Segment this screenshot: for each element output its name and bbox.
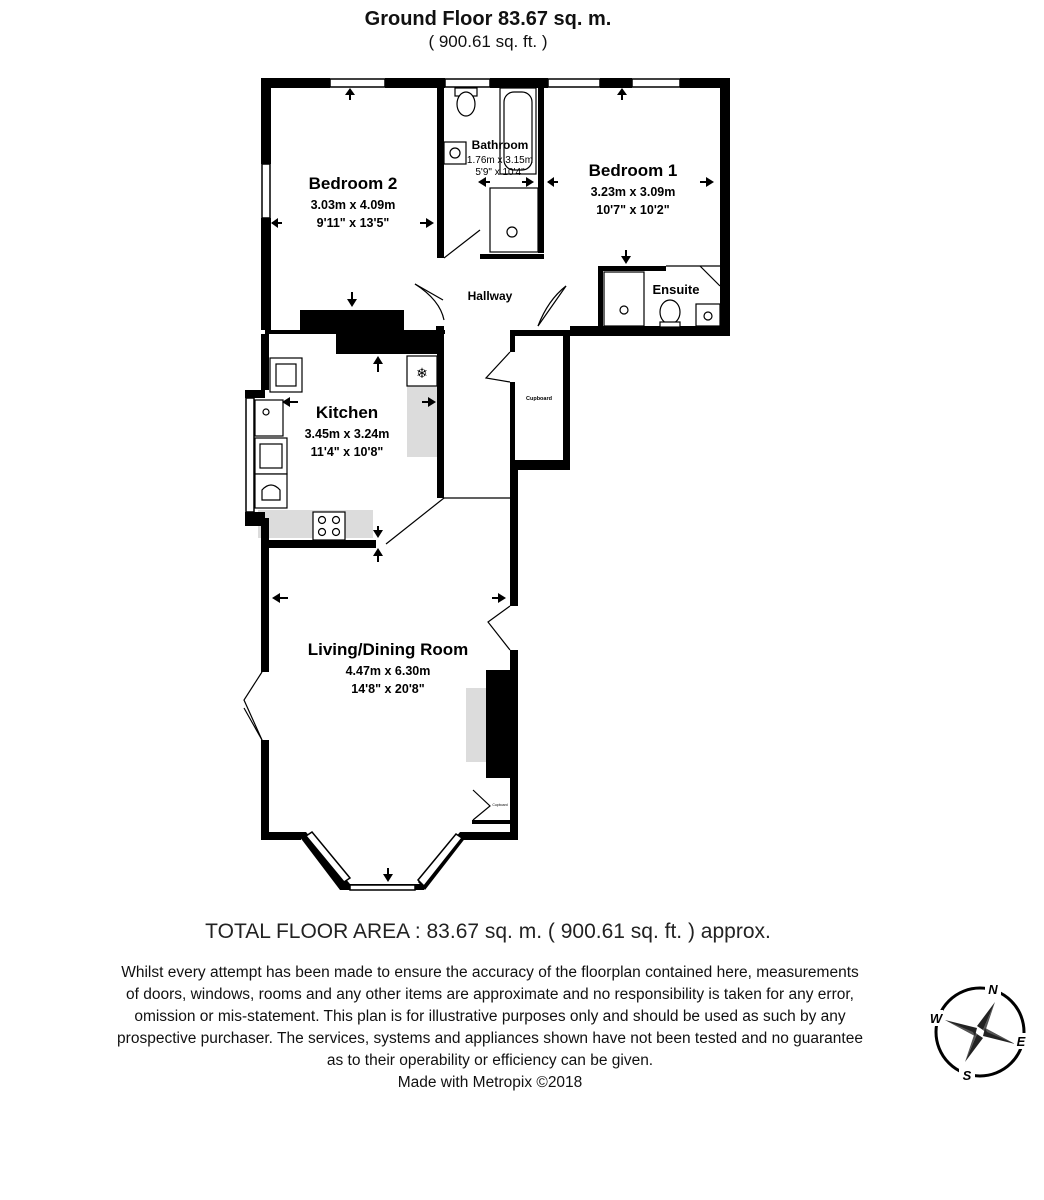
room-metric: 3.03m x 4.09m bbox=[310, 198, 396, 212]
compass-ring bbox=[936, 988, 1024, 1076]
room-kitchen bbox=[305, 403, 390, 459]
room-metric: 1.76m x 3.15m bbox=[466, 155, 534, 166]
disclaimer-line: as to their operability or efficiency can be given. bbox=[326, 1052, 654, 1069]
microwave-icon bbox=[270, 358, 302, 392]
ensuite-toilet-icon bbox=[660, 300, 680, 327]
compass-icon bbox=[925, 982, 1035, 1082]
disclaimer-line: Whilst every attempt has been made to ensure the accuracy of the floorplan contained here, measurements bbox=[121, 964, 859, 981]
room-imperial: 9'11" x 13'5" bbox=[316, 216, 390, 230]
room-bathroom bbox=[467, 138, 533, 178]
compass-star bbox=[945, 1002, 1015, 1062]
room-imperial: 5'9" x 10'4" bbox=[475, 167, 525, 178]
room-metric: 4.47m x 6.30m bbox=[345, 664, 431, 678]
washer-icon bbox=[255, 474, 287, 508]
room-imperial: 14'8" x 20'8" bbox=[351, 682, 425, 696]
room-hallway: Hallway bbox=[467, 289, 513, 303]
room-name: Kitchen bbox=[315, 403, 379, 422]
room-imperial: 10'7" x 10'2" bbox=[596, 203, 670, 217]
shower-icon bbox=[490, 188, 538, 252]
room-imperial: 11'4" x 10'8" bbox=[310, 445, 384, 459]
room-bedroom1 bbox=[589, 161, 678, 217]
room-name: Bedroom 1 bbox=[588, 161, 678, 180]
room-metric: 3.23m x 3.09m bbox=[590, 185, 676, 199]
room-name: Bathroom bbox=[471, 138, 529, 152]
basin-icon bbox=[444, 142, 466, 164]
room-name: Bedroom 2 bbox=[308, 174, 398, 193]
made-with-credit: Made with Metropix ©2018 bbox=[397, 1074, 583, 1091]
room-metric: 3.45m x 3.24m bbox=[304, 427, 390, 441]
disclaimer bbox=[60, 962, 920, 1094]
room-ensuite: Ensuite bbox=[652, 282, 700, 297]
disclaimer-line: of doors, windows, rooms and any other items are approximate and no responsibility is taken for any error, bbox=[125, 986, 854, 1003]
floor-area-imperial: ( 900.61 sq. ft. ) bbox=[428, 32, 548, 51]
appliance-icon bbox=[255, 400, 283, 436]
toilet-icon bbox=[455, 88, 477, 116]
sink-icon bbox=[255, 438, 287, 474]
disclaimer-line: prospective purchaser. The services, systems and appliances shown have not been tested and no guarantee bbox=[117, 1030, 863, 1047]
room-living-cupboard: Cupboard bbox=[492, 803, 508, 807]
compass-w: W bbox=[929, 1011, 943, 1026]
compass-e: E bbox=[1016, 1034, 1026, 1049]
ensuite-basin-icon bbox=[696, 304, 720, 326]
floor-title: Ground Floor 83.67 sq. m. bbox=[364, 8, 612, 30]
room-bedroom2 bbox=[309, 174, 398, 230]
snowflake-icon: ❄ bbox=[416, 365, 428, 381]
disclaimer-line: omission or mis-statement. This plan is for illustrative purposes only and should be used as such by any bbox=[134, 1008, 846, 1025]
total-floor-area: TOTAL FLOOR AREA : 83.67 sq. m. ( 900.61 sq. ft. ) approx. bbox=[205, 920, 771, 943]
compass-s: S bbox=[962, 1068, 972, 1082]
room-name: Living/Dining Room bbox=[307, 640, 469, 659]
room-living-dining bbox=[308, 640, 469, 696]
compass-n: N bbox=[988, 982, 998, 997]
room-cupboard: Cupboard bbox=[526, 396, 552, 402]
hob-icon bbox=[313, 512, 345, 540]
ensuite-shower-icon bbox=[604, 272, 644, 326]
